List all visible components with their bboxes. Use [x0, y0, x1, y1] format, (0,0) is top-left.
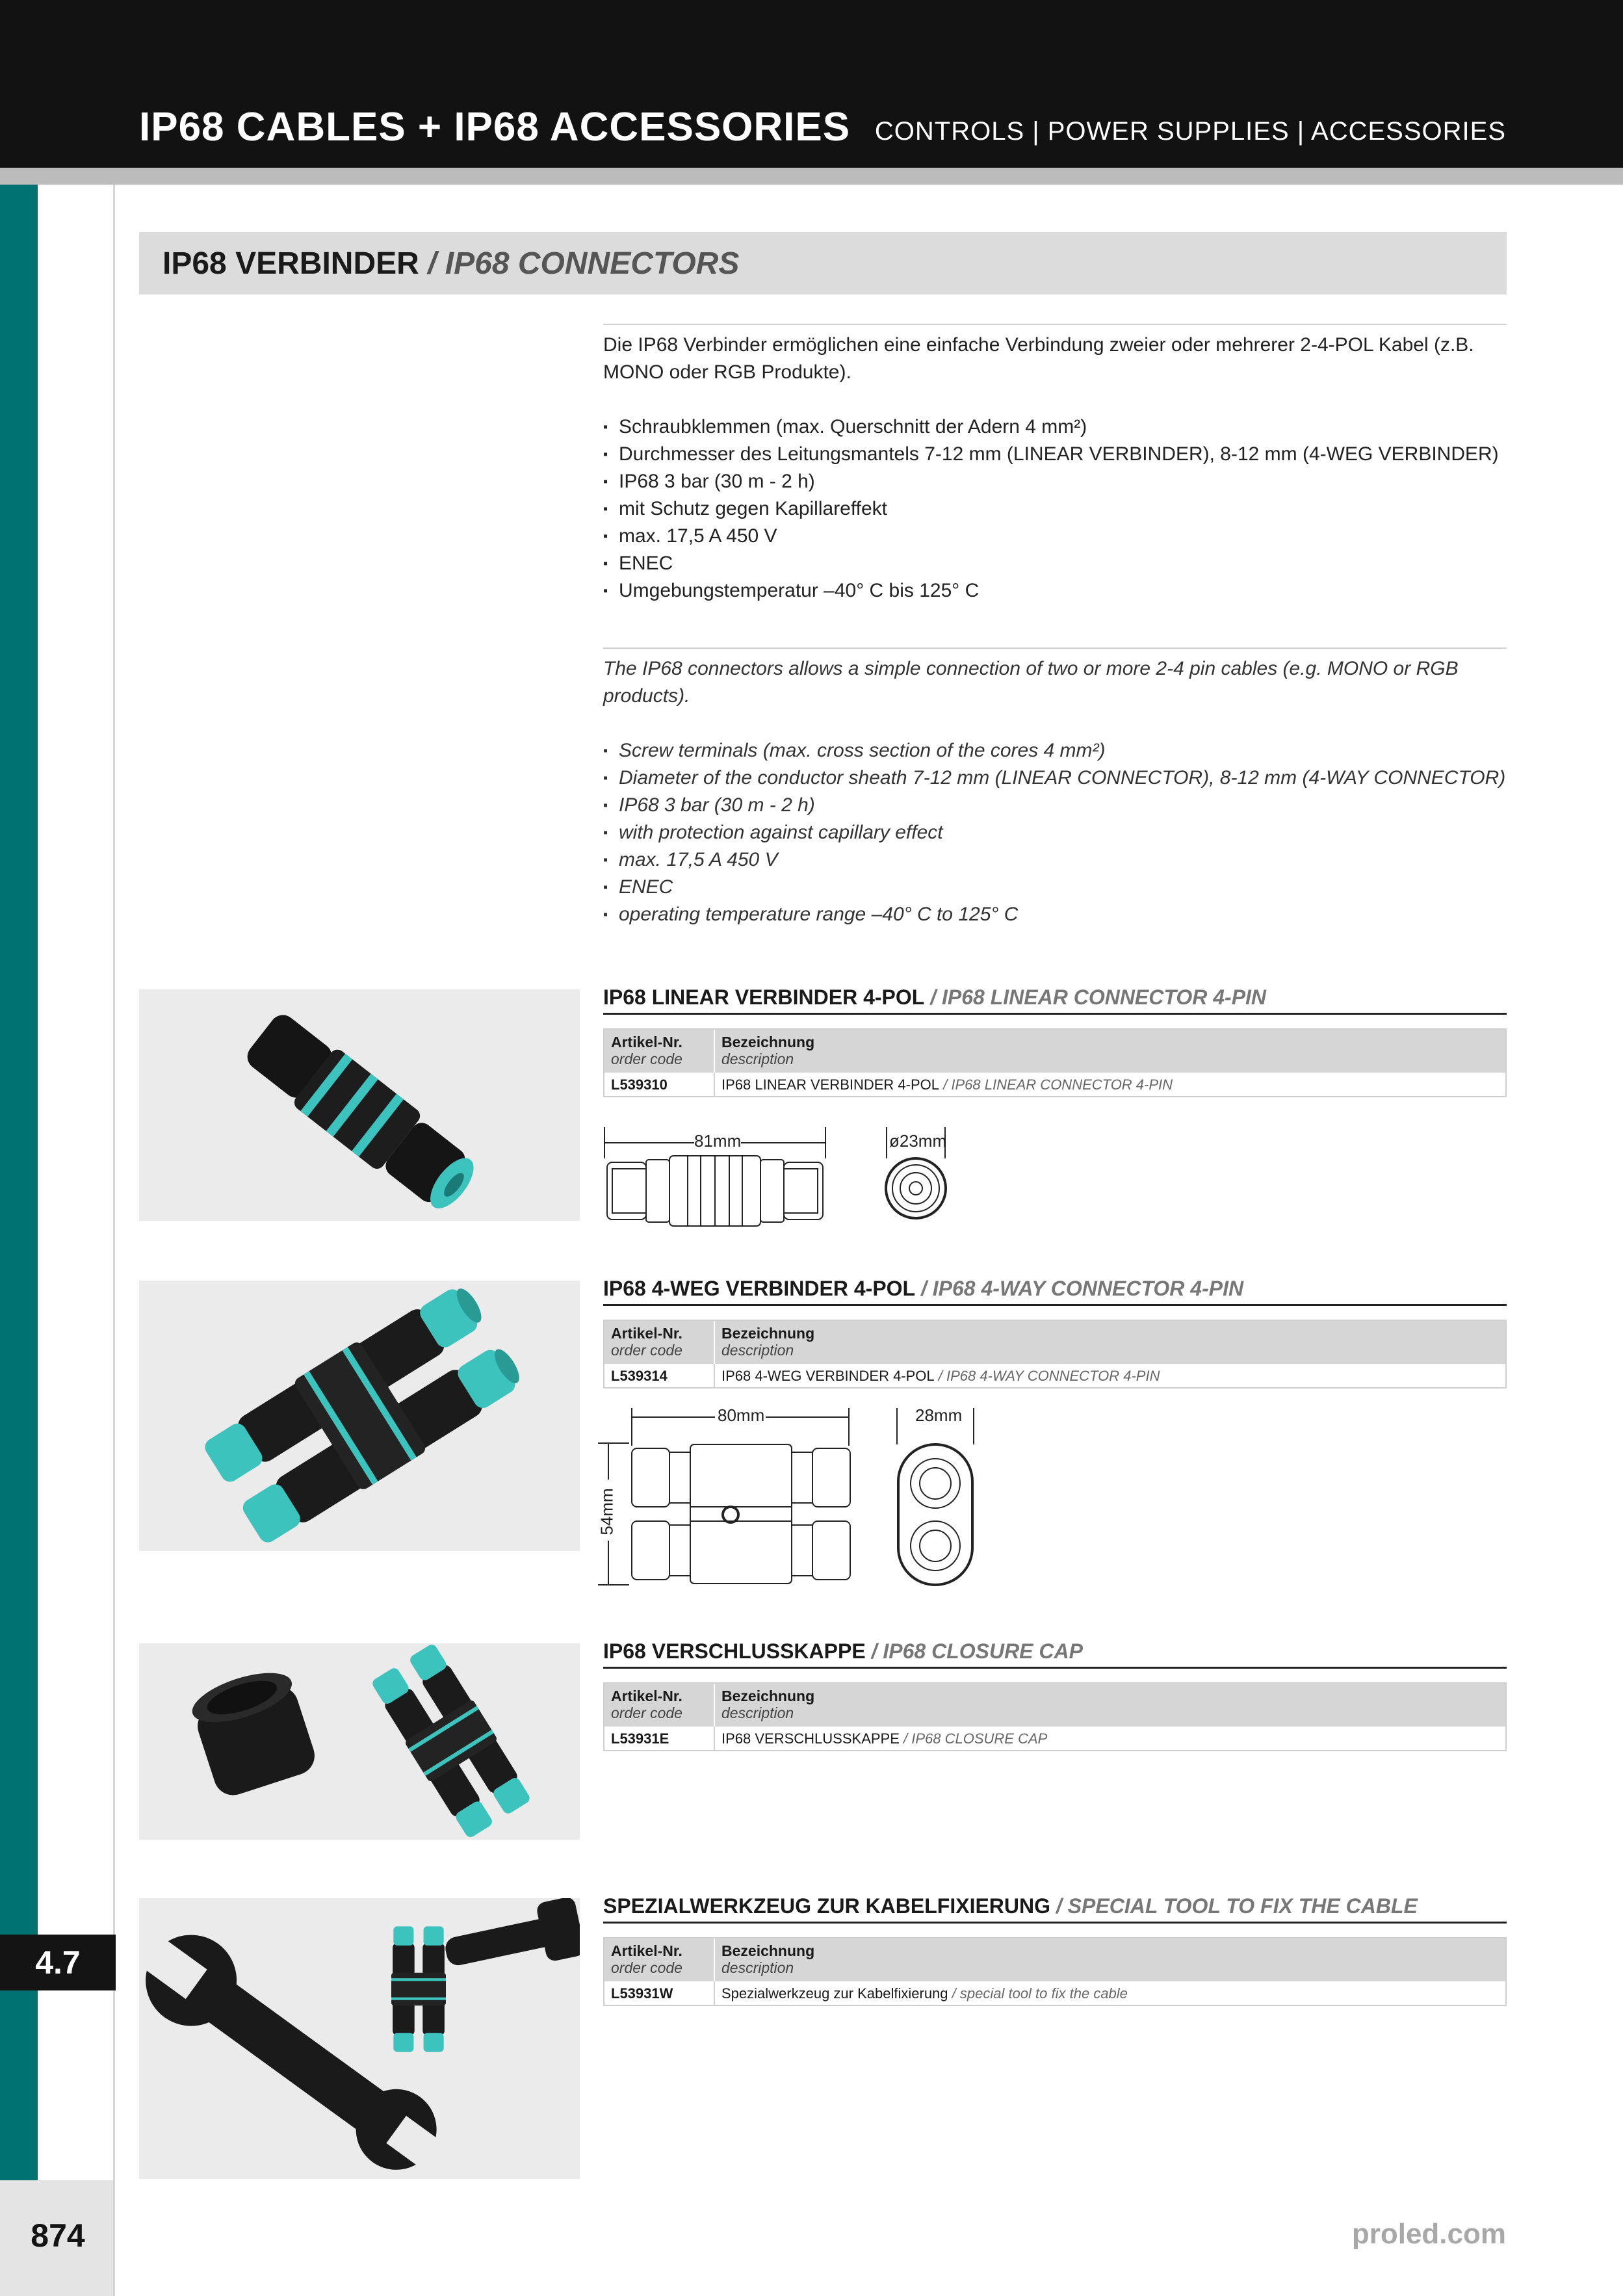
closure-cap-image	[139, 1643, 580, 1840]
intro-de-bullets	[603, 413, 1513, 605]
section-title	[162, 246, 739, 281]
col2-en: description	[721, 1050, 794, 1067]
linear-connector-image	[139, 989, 580, 1221]
col2-de: Bezeichnung	[721, 1942, 815, 1959]
product-title-de: SPEZIALWERKZEUG ZUR KABELFIXIERUNG	[603, 1894, 1051, 1918]
col-separator	[714, 1364, 715, 1387]
desc-de: IP68 4-WEG VERBINDER 4-POL	[721, 1368, 935, 1384]
col2-de: Bezeichnung	[721, 1688, 815, 1704]
col1-de: Artikel-Nr.	[611, 1688, 682, 1704]
product-table-4	[603, 1937, 1507, 2006]
page-number: 874	[31, 2217, 85, 2254]
product-photo-4way-connector	[139, 1281, 580, 1551]
product-table-1	[603, 1028, 1507, 1097]
col1-de: Artikel-Nr.	[611, 1034, 682, 1050]
desc-en: IP68 LINEAR CONNECTOR 4-PIN	[951, 1076, 1173, 1093]
col-separator	[714, 1727, 715, 1750]
product-title-en: IP68 CLOSURE CAP	[883, 1639, 1083, 1663]
section-title-en: IP68 CONNECTORS	[445, 246, 740, 281]
product-title-de: IP68 LINEAR VERBINDER 4-POL	[603, 985, 925, 1009]
col1-en: order code	[611, 1704, 682, 1721]
col2-en: description	[721, 1704, 794, 1721]
dim-length: 80mm	[718, 1405, 765, 1425]
list-item: ▪ ENEC	[603, 550, 1513, 577]
list-item: ▪ Umgebungstemperatur –40° C bis 125° C	[603, 577, 1513, 605]
category-nav: CONTROLS | POWER SUPPLIES | ACCESSORIES	[874, 117, 1506, 146]
product-title-2	[603, 1277, 1507, 1301]
desc-sep: /	[934, 1368, 946, 1384]
col-separator	[714, 1684, 715, 1727]
col-order-code	[611, 1688, 682, 1721]
list-item: ▪ operating temperature range –40° C to 125° C	[603, 901, 1513, 928]
table-header	[604, 1938, 1505, 1981]
order-code: L53931E	[611, 1730, 669, 1747]
desc-sep: /	[899, 1730, 912, 1747]
col-description	[721, 1325, 814, 1359]
product-title-en: IP68 LINEAR CONNECTOR 4-PIN	[941, 985, 1267, 1009]
product-photo-special-tool	[139, 1898, 580, 2179]
category-title: IP68 CABLES + IP68 ACCESSORIES	[139, 105, 851, 150]
special-tool-image	[139, 1898, 580, 2179]
dim-length: 81mm	[694, 1131, 742, 1151]
product-title-de: IP68 VERSCHLUSSKAPPE	[603, 1639, 866, 1663]
list-item: ▪ ENEC	[603, 874, 1513, 901]
dim-diameter: ø23mm	[889, 1131, 947, 1151]
product-title-3	[603, 1639, 1507, 1663]
col-order-code	[611, 1942, 682, 1976]
list-item: ▪ Screw terminals (max. cross section of the cores 4 mm²)	[603, 737, 1513, 764]
desc-sep: /	[939, 1076, 952, 1093]
intro-de-paragraph: Die IP68 Verbinder ermöglichen eine einfache Verbindung zweier oder mehrerer 2-4-POL Kabel (z.B. MONO oder RGB Produkte).	[603, 334, 1474, 383]
order-code: L539314	[611, 1368, 668, 1384]
brand-url: proled.com	[1351, 2218, 1506, 2250]
desc-sep: /	[948, 1985, 960, 2002]
intro-de-rule	[603, 324, 1507, 325]
section-title-sep: /	[419, 246, 445, 281]
col-separator	[714, 1938, 715, 1981]
4way-connector-drawing	[598, 1398, 988, 1593]
col1-de: Artikel-Nr.	[611, 1942, 682, 1959]
col1-en: order code	[611, 1959, 682, 1976]
col1-en: order code	[611, 1050, 682, 1067]
intro-en	[603, 655, 1513, 928]
product-table-3	[603, 1682, 1507, 1751]
desc-de: Spezialwerkzeug zur Kabelfixierung	[721, 1985, 948, 2002]
list-item: ▪ IP68 3 bar (30 m - 2 h)	[603, 468, 1513, 495]
product-title-en: IP68 4-WAY CONNECTOR 4-PIN	[932, 1277, 1244, 1300]
4way-connector-image	[139, 1281, 580, 1551]
desc-de: IP68 VERSCHLUSSKAPPE	[721, 1730, 900, 1747]
table-row	[604, 1727, 1505, 1750]
title-sep: /	[1050, 1894, 1068, 1918]
section-title-de: IP68 VERBINDER	[162, 246, 419, 281]
col2-en: description	[721, 1959, 794, 1976]
product-title-rule	[603, 1304, 1507, 1306]
list-item: ▪ Durchmesser des Leitungsmantels 7-12 mm (LINEAR VERBINDER), 8-12 mm (4-WEG VERBINDER)	[603, 441, 1513, 468]
desc-en: special tool to fix the cable	[959, 1985, 1128, 2002]
title-sep: /	[924, 985, 942, 1009]
title-sep: /	[915, 1277, 933, 1300]
description	[721, 1730, 1047, 1747]
col-order-code	[611, 1034, 682, 1067]
intro-de	[603, 332, 1513, 605]
col2-de: Bezeichnung	[721, 1325, 815, 1342]
col-separator	[714, 1030, 715, 1073]
order-code: L539310	[611, 1076, 668, 1093]
dim-height: 54mm	[597, 1488, 617, 1535]
intro-en-bullets	[603, 737, 1513, 928]
description	[721, 1076, 1173, 1093]
section-tab: 4.7	[0, 1935, 116, 1990]
desc-en: IP68 4-WAY CONNECTOR 4-PIN	[946, 1368, 1160, 1384]
list-item: ▪ Schraubklemmen (max. Querschnitt der Adern 4 mm²)	[603, 413, 1513, 441]
col2-en: description	[721, 1342, 794, 1359]
list-item: ▪ with protection against capillary effect	[603, 819, 1513, 846]
table-row	[604, 1981, 1505, 2005]
intro-en-rule	[603, 647, 1507, 649]
intro-en-paragraph: The IP68 connectors allows a simple connection of two or more 2-4 pin cables (e.g. MONO or RGB products).	[603, 658, 1459, 707]
side-stripe	[0, 185, 38, 2180]
product-table-2	[603, 1320, 1507, 1389]
product-title-rule	[603, 1922, 1507, 1924]
col-description	[721, 1688, 814, 1721]
col-separator	[714, 1981, 715, 2005]
product-photo-linear-connector	[139, 989, 580, 1221]
col-separator	[714, 1073, 715, 1096]
col2-de: Bezeichnung	[721, 1034, 815, 1050]
table-row	[604, 1073, 1505, 1096]
title-sep: /	[865, 1639, 883, 1663]
list-item: ▪ max. 17,5 A 450 V	[603, 846, 1513, 874]
order-code: L53931W	[611, 1985, 673, 2002]
table-header	[604, 1321, 1505, 1364]
list-item: ▪ Diameter of the conductor sheath 7-12 mm (LINEAR CONNECTOR), 8-12 mm (4-WAY CONNECTOR)	[603, 764, 1513, 792]
product-title-en: SPECIAL TOOL TO FIX THE CABLE	[1067, 1894, 1418, 1918]
linear-connector-drawing	[603, 1123, 967, 1227]
header-underline	[0, 168, 1623, 185]
table-row	[604, 1364, 1505, 1387]
product-title-rule	[603, 1667, 1507, 1669]
table-header	[604, 1030, 1505, 1073]
col1-en: order code	[611, 1342, 682, 1359]
product-title-1	[603, 985, 1507, 1010]
product-title-de: IP68 4-WEG VERBINDER 4-POL	[603, 1277, 916, 1300]
product-title-rule	[603, 1013, 1507, 1015]
col-order-code	[611, 1325, 682, 1359]
description	[721, 1368, 1160, 1385]
list-item: ▪ max. 17,5 A 450 V	[603, 523, 1513, 550]
list-item: ▪ mit Schutz gegen Kapillareffekt	[603, 495, 1513, 523]
col-description	[721, 1942, 814, 1976]
col-description	[721, 1034, 814, 1067]
desc-de: IP68 LINEAR VERBINDER 4-POL	[721, 1076, 940, 1093]
product-title-4	[603, 1894, 1507, 1918]
col1-de: Artikel-Nr.	[611, 1325, 682, 1342]
dim-width: 28mm	[915, 1405, 963, 1425]
description	[721, 1985, 1128, 2002]
col-separator	[714, 1321, 715, 1364]
list-item: ▪ IP68 3 bar (30 m - 2 h)	[603, 792, 1513, 819]
desc-en: IP68 CLOSURE CAP	[911, 1730, 1048, 1747]
table-header	[604, 1684, 1505, 1727]
product-photo-closure-cap	[139, 1643, 580, 1840]
